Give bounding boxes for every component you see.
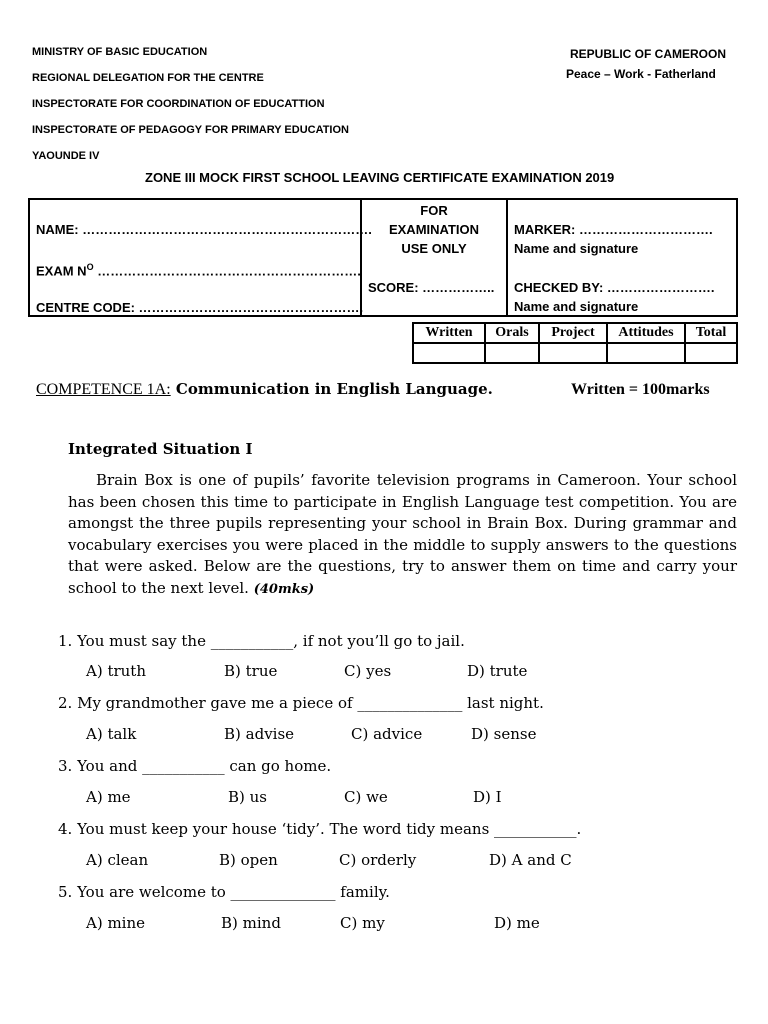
examination-label: EXAMINATION [388, 222, 480, 237]
situation-marks: (40mks) [253, 581, 315, 597]
motto-line: Peace – Work - Fatherland [566, 67, 716, 81]
score-cell-project[interactable] [539, 343, 607, 363]
ministry-line: MINISTRY OF BASIC EDUCATION [32, 46, 208, 58]
inspectorate-coordination-line: INSPECTORATE FOR COORDINATION OF EDUCATTION [32, 98, 325, 110]
q2-option-c[interactable]: C) advice [351, 725, 423, 743]
exam-title: ZONE III MOCK FIRST SCHOOL LEAVING CERTIFICATE EXAMINATION 2019 [145, 170, 615, 185]
q2-option-d[interactable]: D) sense [471, 725, 537, 743]
q2-option-b[interactable]: B) advise [224, 725, 295, 743]
marker-field[interactable]: MARKER: …………………………. [514, 222, 713, 237]
q3-option-c[interactable]: C) we [344, 788, 388, 806]
q4-option-b[interactable]: B) open [219, 851, 278, 869]
q5-option-c[interactable]: C) my [340, 914, 385, 932]
question-4: 4. You must keep your house ‘tidy’. The word tidy means ___________. [58, 820, 582, 838]
score-cell-written[interactable] [413, 343, 485, 363]
q4-option-c[interactable]: C) orderly [339, 851, 417, 869]
yaounde-line: YAOUNDE IV [32, 150, 100, 162]
score-header-written: Written [413, 323, 485, 343]
competence-line [36, 380, 493, 399]
q5-option-b[interactable]: B) mind [221, 914, 281, 932]
for-label: FOR [420, 203, 448, 218]
q4-option-a[interactable]: A) clean [86, 851, 149, 869]
q5-option-d[interactable]: D) me [494, 914, 540, 932]
competence-subject: Communication in English Language. [170, 380, 493, 398]
marker-signature-label: Name and signature [514, 241, 639, 256]
candidate-info-box [28, 198, 738, 317]
q5-option-a[interactable]: A) mine [86, 914, 146, 932]
score-field[interactable]: SCORE: …………….. [368, 280, 495, 295]
centre-code-field[interactable]: CENTRE CODE: ……………………………………………. [36, 300, 364, 315]
q1-option-a[interactable]: A) truth [86, 662, 146, 680]
question-2: 2. My grandmother gave me a piece of ______________ last night. [58, 694, 544, 712]
score-header-orals: Orals [485, 323, 539, 343]
republic-line: REPUBLIC OF CAMEROON [570, 47, 726, 61]
checked-signature-label: Name and signature [514, 299, 639, 314]
q3-option-a[interactable]: A) me [86, 788, 131, 806]
situation-title: Integrated Situation I [68, 440, 253, 458]
score-table [412, 322, 738, 364]
situation-paragraph: Brain Box is one of pupils’ favorite television programs in Cameroon. Your school has been chosen this time to participate in English Language test competition. You are amongst the three pupils representing your school in Brain Box. During grammar and vocabulary exercises you were placed in the middle to supply answers to the questions that were asked. Below are the questions, try to answer them on time and carry your school to the next level. (40mks) [68, 471, 737, 597]
question-3: 3. You and ___________ can go home. [58, 757, 332, 775]
q4-option-d[interactable]: D) A and C [489, 851, 572, 869]
checked-by-field[interactable]: CHECKED BY: ……………………. [514, 280, 715, 295]
competence-label: COMPETENCE 1A: [36, 381, 171, 398]
q1-option-b[interactable]: B) true [224, 662, 278, 680]
q3-option-b[interactable]: B) us [228, 788, 268, 806]
q3-option-d[interactable]: D) I [473, 788, 502, 806]
question-1: 1. You must say the ___________, if not you’ll go to jail. [58, 632, 465, 650]
delegation-line: REGIONAL DELEGATION FOR THE CENTRE [32, 72, 264, 84]
name-field[interactable]: NAME: …………………………………………………………. [36, 222, 372, 237]
exam-number-field[interactable]: EXAM $N^O$ ……………………………………………………. [36, 262, 361, 279]
q1-option-d[interactable]: D) trute [467, 662, 528, 680]
score-header-project: Project [539, 323, 607, 343]
q2-option-a[interactable]: A) talk [86, 725, 137, 743]
score-header-total: Total [685, 323, 737, 343]
inspectorate-pedagogy-line: INSPECTORATE OF PEDAGOGY FOR PRIMARY EDUCATION [32, 124, 349, 136]
q1-option-c[interactable]: C) yes [344, 662, 392, 680]
score-cell-attitudes[interactable] [607, 343, 685, 363]
score-cell-total[interactable] [685, 343, 737, 363]
score-header-attitudes: Attitudes [607, 323, 685, 343]
score-cell-orals[interactable] [485, 343, 539, 363]
use-only-label: USE ONLY [401, 241, 467, 256]
question-5: 5. You are welcome to ______________ family. [58, 883, 390, 901]
competence-marks: Written = 100marks [571, 381, 710, 398]
